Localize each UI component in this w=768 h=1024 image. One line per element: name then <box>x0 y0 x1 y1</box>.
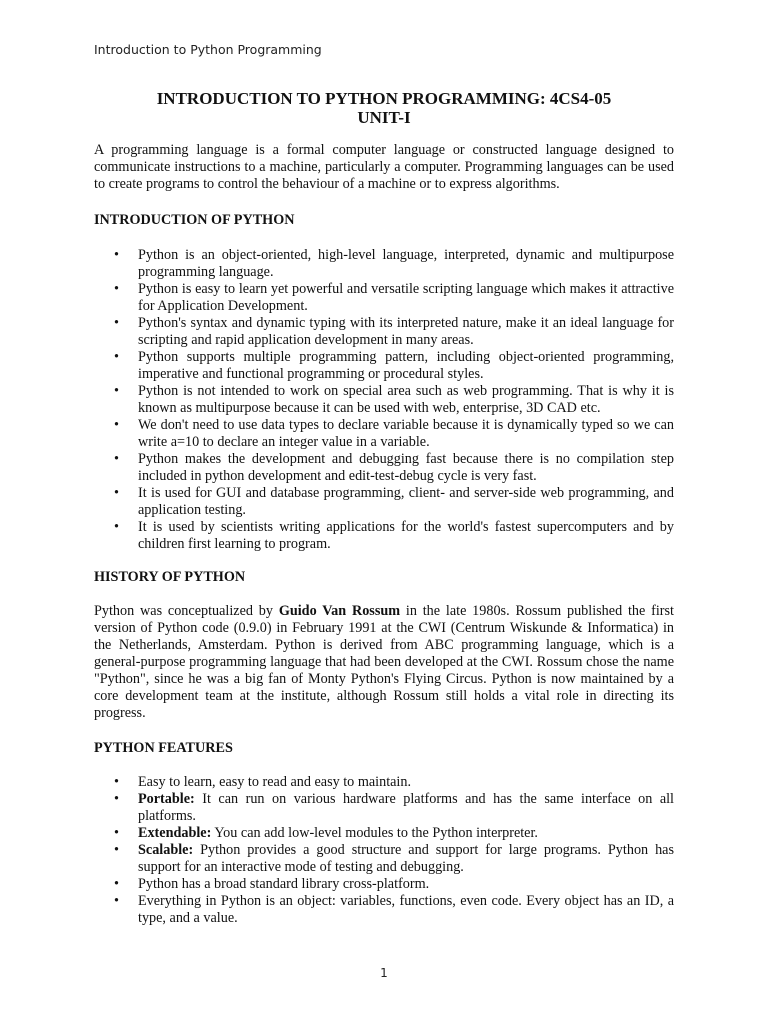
list-item: • Python's syntax and dynamic typing with its interpreted nature, make it an ideal language for scripting and rapid application development in many areas. <box>114 315 674 348</box>
section-heading-introduction: INTRODUCTION OF PYTHON <box>94 212 295 228</box>
title-line-unit: UNIT-I <box>357 108 411 127</box>
list-item: • It is used by scientists writing applications for the world's fastest supercomputers and by children first learning to program. <box>114 519 674 552</box>
list-item: • Python is not intended to work on special area such as web programming. That is why it is known as multipurpose because it can be used with web, enterprise, 3D CAD etc. <box>114 383 674 416</box>
introduction-bullet-list <box>94 247 674 553</box>
bullet-icon: • <box>114 876 119 892</box>
list-item: • Portable: It can run on various hardware platforms and has the same interface on all platforms. <box>114 791 674 824</box>
list-item: • We don't need to use data types to declare variable because it is dynamically typed so we can write a=10 to declare an integer value in a variable. <box>114 417 674 450</box>
bullet-icon: • <box>114 315 119 331</box>
bullet-icon: • <box>114 383 119 399</box>
document-body <box>94 142 674 927</box>
page-number: 1 <box>380 966 388 980</box>
bullet-icon: • <box>114 417 119 433</box>
running-header: Introduction to Python Programming <box>94 42 322 57</box>
list-item: • Extendable: You can add low-level modules to the Python interpreter. <box>114 825 538 841</box>
bullet-icon: • <box>114 774 119 790</box>
list-item: • Python supports multiple programming pattern, including object-oriented programming, imperative and functional programming or procedural styles. <box>114 349 674 382</box>
list-item: • It is used for GUI and database programming, client- and server-side web programming, and application testing. <box>114 485 674 518</box>
list-item: • Python is easy to learn yet powerful and versatile scripting language which makes it attractive for Application Development. <box>114 281 674 314</box>
features-bullet-list <box>94 774 674 927</box>
bullet-icon: • <box>114 349 119 365</box>
list-item: • Easy to learn, easy to read and easy to maintain. <box>114 774 412 790</box>
section-heading-history: HISTORY OF PYTHON <box>94 569 246 585</box>
list-item: • Everything in Python is an object: variables, functions, even code. Every object has an ID, a type, and a value. <box>114 893 674 926</box>
list-item: • Python has a broad standard library cross-platform. <box>114 876 430 892</box>
bullet-icon: • <box>114 485 119 501</box>
bullet-icon: • <box>114 247 119 263</box>
bullet-icon: • <box>114 842 119 858</box>
bullet-icon: • <box>114 791 119 807</box>
bullet-icon: • <box>114 519 119 535</box>
list-item: • Scalable: Python provides a good structure and support for large programs. Python has support for an interactive mode of testing and debugging. <box>114 842 674 875</box>
bullet-icon: • <box>114 451 119 467</box>
list-item: • Python makes the development and debugging fast because there is no compilation step included in python development and edit-test-debug cycle is very fast. <box>114 451 674 484</box>
history-paragraph: Python was conceptualized by Guido Van Rossum in the late 1980s. Rossum published the first version of Python code (0.9.0) in February 1991 at the CWI (Centrum Wiskunde & Informatica) in the Netherlands, Amsterdam. Python is derived from ABC programming language, which is a general-purpose programming language that had been developed at the CWI. Rossum chose the name "Python", since he was a big fan of Monty Python's Flying Circus. Python is now maintained by a core development team at the institute, although Rossum still holds a vital role in directing its progress. <box>94 603 674 721</box>
list-item: • Python is an object-oriented, high-level language, interpreted, dynamic and multipurpose programming language. <box>114 247 674 280</box>
person-name: Guido Van Rossum <box>278 603 401 619</box>
section-heading-features: PYTHON FEATURES <box>94 740 233 756</box>
document-title <box>94 89 674 127</box>
bullet-icon: • <box>114 825 119 841</box>
intro-paragraph: A programming language is a formal computer language or constructed language designed to communicate instructions to a machine, particularly a computer. Programming languages can be used to create programs to control the behaviour of a machine or to express algorithms. <box>94 142 674 192</box>
title-line-course: INTRODUCTION TO PYTHON PROGRAMMING: 4CS4-05 <box>156 89 612 108</box>
bullet-icon: • <box>114 893 119 909</box>
bullet-icon: • <box>114 281 119 297</box>
